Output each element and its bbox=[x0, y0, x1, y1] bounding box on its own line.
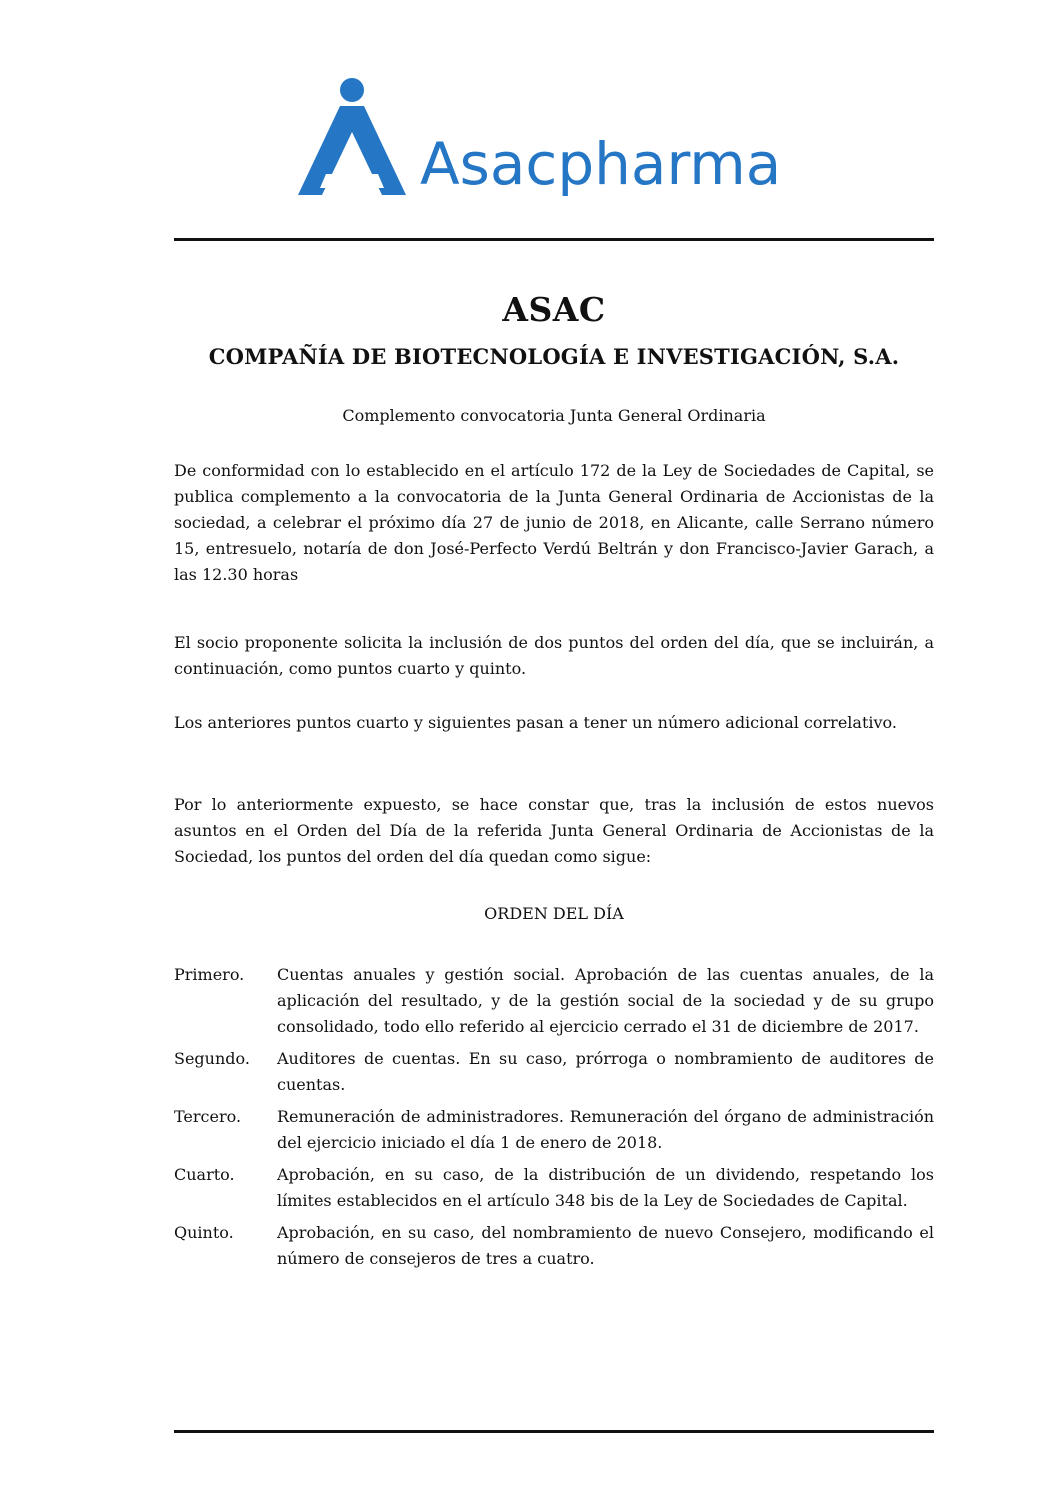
agenda-item-number: Quinto. bbox=[174, 1223, 234, 1242]
agenda-item-number: Cuarto. bbox=[174, 1165, 235, 1184]
agenda-item-text: Cuentas anuales y gestión social. Aprobación de las cuentas anuales, de la aplicación del resultado, y de la gestión social de la sociedad y de su grupo consolidado, todo ello referido al ejercicio cerrado el 31 de diciembre de 2017. bbox=[277, 965, 934, 1036]
agenda-list bbox=[174, 962, 934, 1278]
asacpharma-logo-mark-icon bbox=[298, 78, 406, 195]
notice-heading: Complemento convocatoria Junta General Ordinaria bbox=[342, 406, 766, 425]
paragraph: Los anteriores puntos cuarto y siguientes pasan a tener un número adicional correlativo. bbox=[174, 713, 897, 732]
agenda-item-text: Remuneración de administradores. Remuneración del órgano de administración del ejercicio iniciado el día 1 de enero de 2018. bbox=[277, 1107, 934, 1152]
paragraph: De conformidad con lo establecido en el artículo 172 de la Ley de Sociedades de Capital, se publica complemento a la convocatoria de la Junta General Ordinaria de Accionistas de la sociedad, a celebrar el próximo día 27 de junio de 2018, en Alicante, calle Serrano número 15, entresuelo, notaría de don José-Perfecto Verdú Beltrán y don Francisco-Javier Garach, a las 12.30 horas bbox=[174, 461, 934, 584]
logo-wordmark: Asacpharma bbox=[420, 130, 782, 198]
header-rule bbox=[174, 238, 934, 241]
agenda-item-number: Tercero. bbox=[174, 1107, 242, 1126]
company-logo bbox=[298, 70, 838, 200]
agenda-heading: ORDEN DEL DÍA bbox=[484, 904, 624, 923]
agenda-item-text: Aprobación, en su caso, del nombramiento de nuevo Consejero, modificando el número de consejeros de tres a cuatro. bbox=[277, 1223, 934, 1268]
paragraph: El socio proponente solicita la inclusión de dos puntos del orden del día, que se incluirán, a continuación, como puntos cuarto y quinto. bbox=[174, 633, 934, 678]
agenda-item bbox=[174, 1220, 934, 1272]
agenda-item bbox=[174, 1162, 934, 1214]
agenda-item-text: Auditores de cuentas. En su caso, prórroga o nombramiento de auditores de cuentas. bbox=[277, 1049, 934, 1094]
paragraph: Por lo anteriormente expuesto, se hace constar que, tras la inclusión de estos nuevos asuntos en el Orden del Día de la referida Junta General Ordinaria de Accionistas de la Sociedad, los puntos del orden del día quedan como sigue: bbox=[174, 795, 934, 866]
document-title: ASAC bbox=[502, 290, 606, 329]
agenda-item bbox=[174, 1104, 934, 1156]
agenda-item bbox=[174, 962, 934, 1040]
agenda-item bbox=[174, 1046, 934, 1098]
agenda-item-text: Aprobación, en su caso, de la distribución de un dividendo, respetando los límites establecidos en el artículo 348 bis de la Ley de Sociedades de Capital. bbox=[277, 1165, 934, 1210]
agenda-item-number: Segundo. bbox=[174, 1049, 250, 1068]
agenda-item-number: Primero. bbox=[174, 965, 245, 984]
footer-rule bbox=[174, 1430, 934, 1433]
company-name: COMPAÑÍA DE BIOTECNOLOGÍA E INVESTIGACIÓN, S.A. bbox=[208, 344, 900, 369]
